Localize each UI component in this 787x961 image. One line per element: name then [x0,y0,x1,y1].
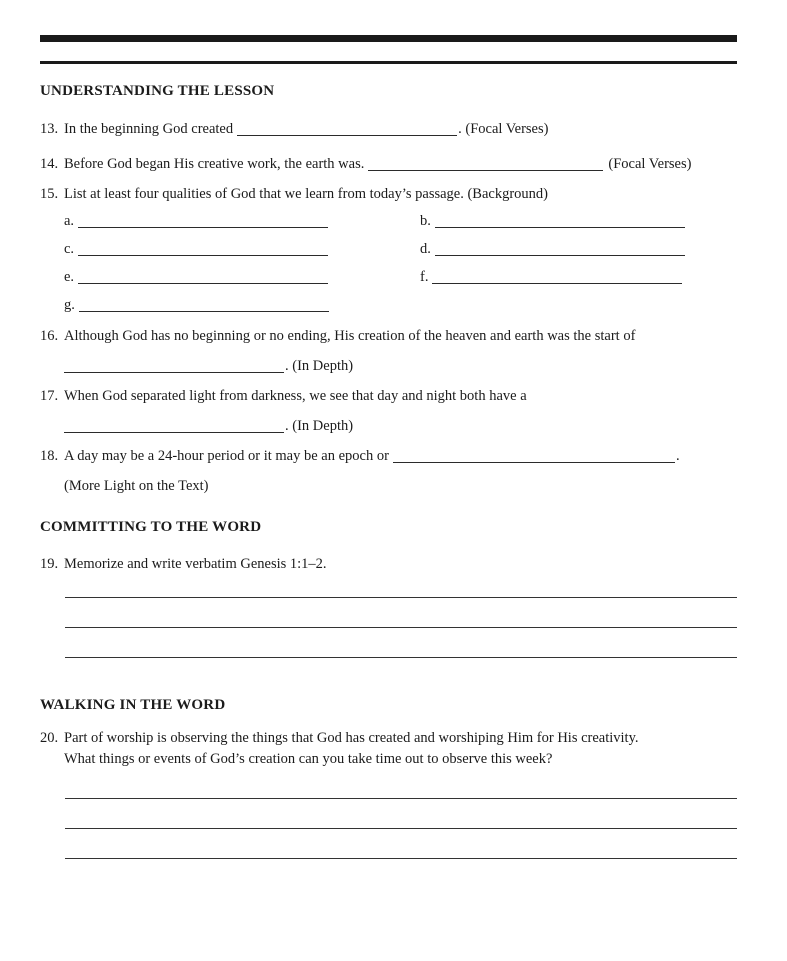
answer-blank [237,123,457,136]
top-rule-thick [40,35,737,42]
sub-answer-row [64,267,737,288]
question-number: 17. [40,388,59,404]
question-number: 15. [40,186,59,202]
question-text: Although God has no beginning or no ending, His creation of the heaven and earth was the start of [64,328,636,344]
question-text: Memorize and write verbatim Genesis 1:1–2. [64,556,327,572]
write-line [65,575,737,598]
sub-label-f: f. [420,269,429,285]
answer-blank-b [435,215,685,228]
answer-blank-g [79,299,329,312]
question-number: 13. [40,121,59,137]
write-line [65,770,737,799]
question-number: 20. [40,730,59,746]
question-text: List at least four qualities of God that we learn from today’s passage. (Background) [64,186,549,202]
sub-label-a: a. [64,213,75,229]
question-text: In the beginning God created [64,121,234,137]
write-line [65,799,737,829]
question-15 [40,184,737,316]
question-reference: . (In Depth) [285,358,354,374]
question-reference: (More Light on the Text) [64,478,209,494]
write-line [65,598,737,628]
answer-blank [393,450,675,463]
sub-answer-row [64,295,737,316]
sub-answer-row [64,211,737,232]
question-16 [40,326,737,377]
write-line [65,628,737,658]
question-reference: (Focal Verses) [608,156,692,172]
sub-label-g: g. [64,297,75,313]
answer-blank-e [78,271,328,284]
sub-label-e: e. [64,269,75,285]
question-text: A day may be a 24-hour period or it may be an epoch or [64,448,389,464]
answer-blank-c [78,243,328,256]
question-number: 18. [40,448,59,464]
sub-label-c: c. [64,241,75,257]
sub-label-d: d. [420,241,431,257]
answer-blank [64,360,284,373]
top-rule-thin [40,61,737,64]
section-heading-walking: WALKING IN THE WORD [40,697,226,713]
question-number: 19. [40,556,59,572]
answer-blank [64,420,284,433]
answer-area-20 [65,770,737,859]
question-20 [40,728,737,770]
answer-blank [368,158,603,171]
question-text: . [675,448,680,464]
answer-blank-d [435,243,685,256]
answer-area-19 [65,575,737,658]
question-text: Part of worship is observing the things that God has created and worshiping Him for His creativity. [64,730,639,746]
answer-blank-f [432,271,682,284]
question-text: What things or events of God’s creation can you take time out to observe this week? [64,751,553,767]
question-reference: . (In Depth) [285,418,354,434]
question-reference: . (Focal Verses) [458,121,549,137]
question-number: 14. [40,156,59,172]
question-13 [40,119,737,140]
question-text: When God separated light from darkness, we see that day and night both have a [64,388,527,404]
sub-label-b: b. [420,213,431,229]
section-heading-committing: COMMITTING TO THE WORD [40,519,262,535]
question-17 [40,386,737,437]
question-18 [40,446,737,497]
answer-blank-a [78,215,328,228]
question-number: 16. [40,328,59,344]
sub-answer-row [64,239,737,260]
write-line [65,829,737,859]
workbook-page [0,35,787,961]
question-text: Before God began His creative work, the earth was. [64,156,365,172]
question-19 [40,554,737,575]
question-14 [40,154,737,175]
section-heading-understanding: UNDERSTANDING THE LESSON [40,83,275,99]
